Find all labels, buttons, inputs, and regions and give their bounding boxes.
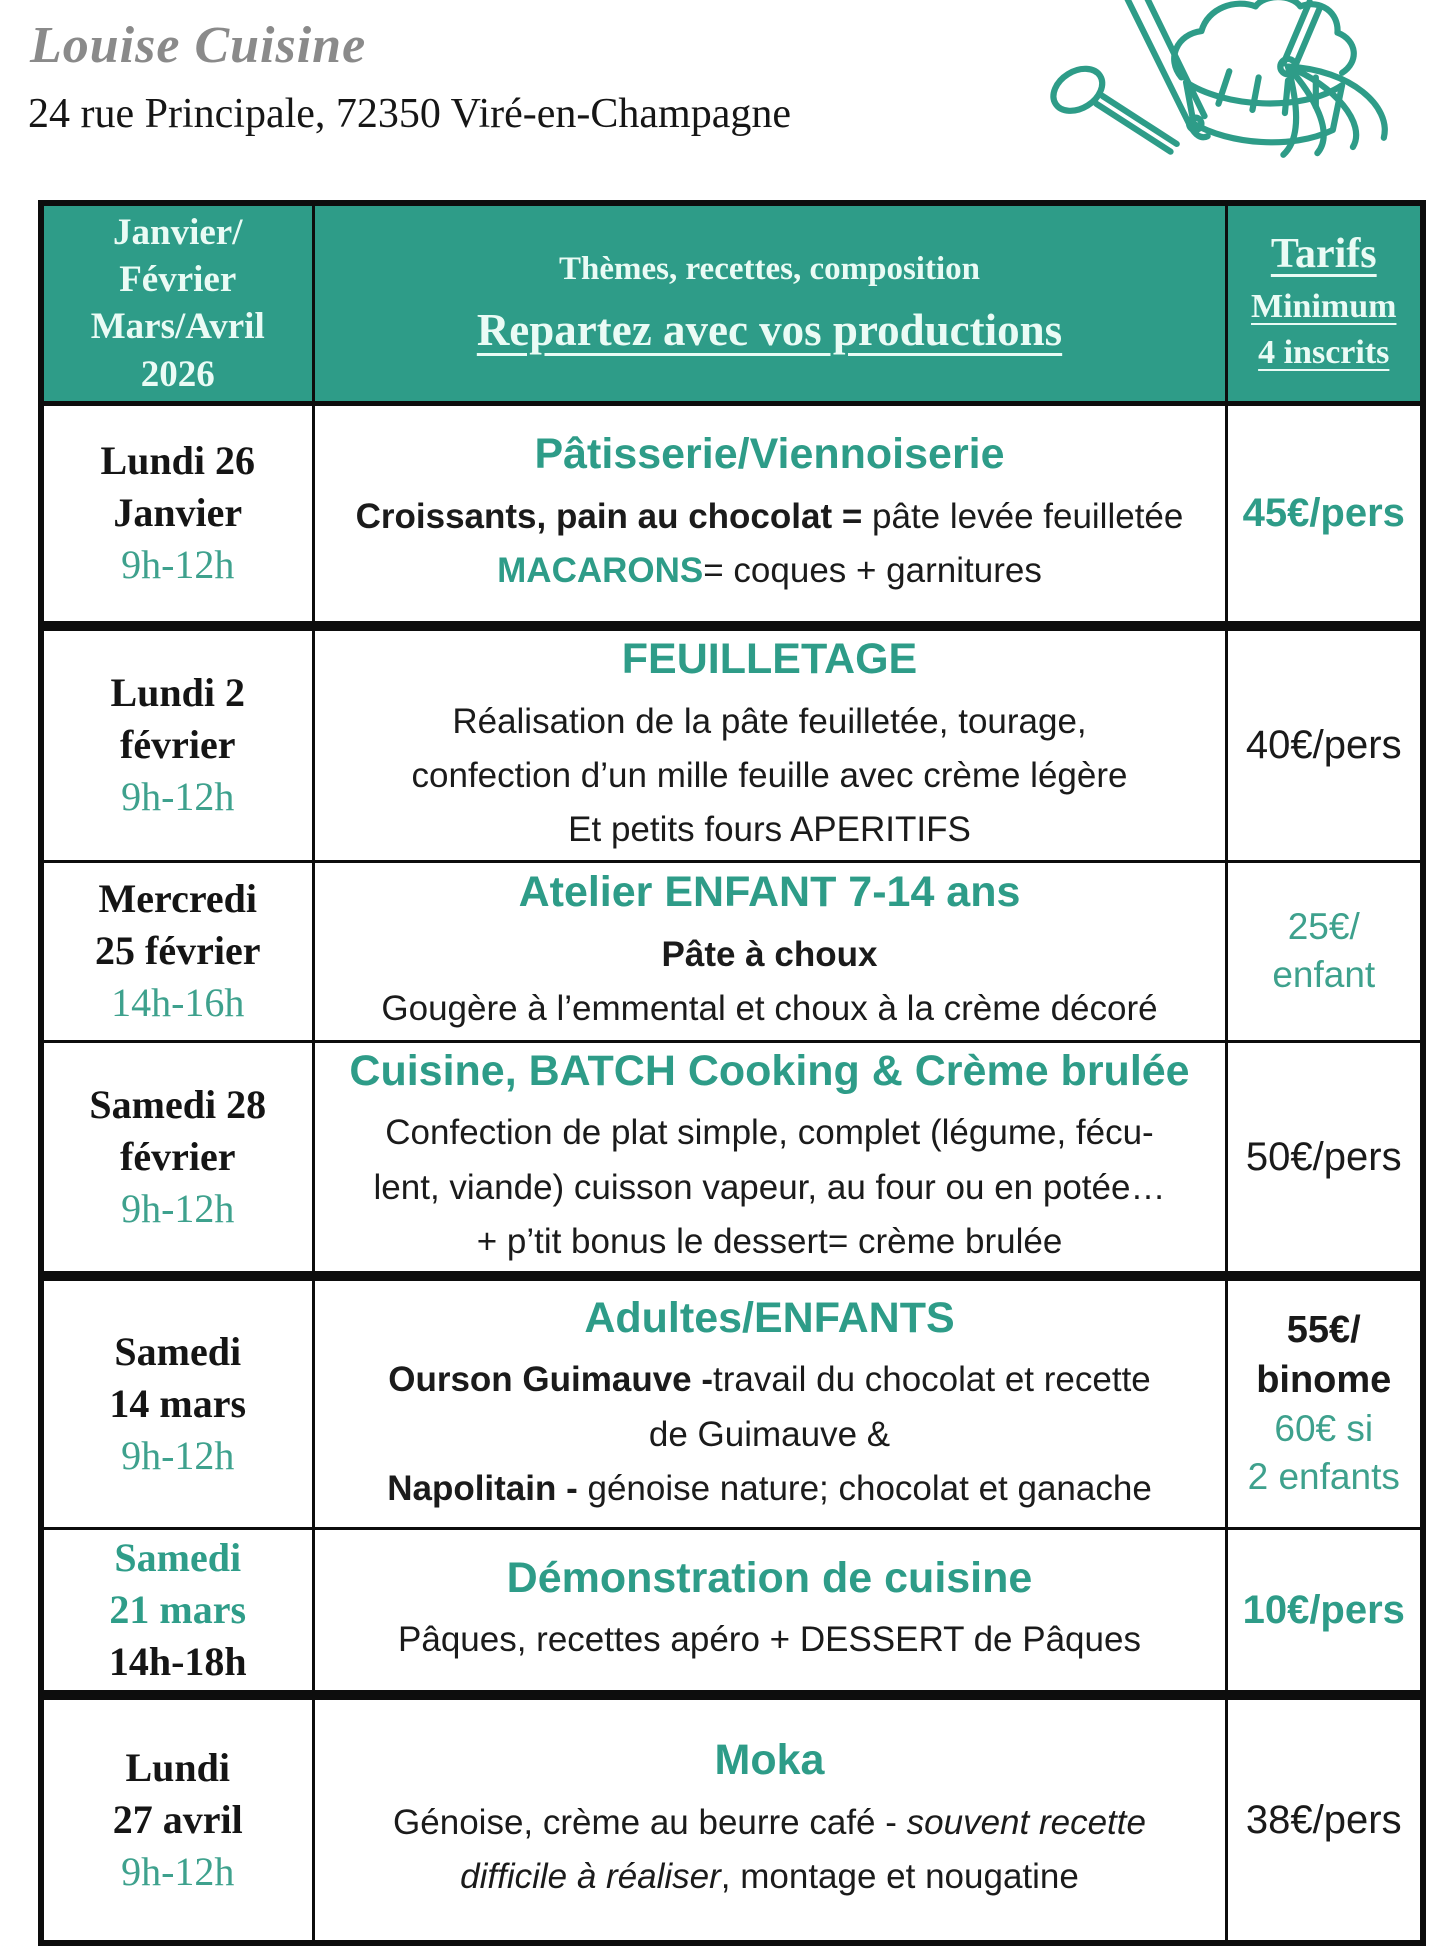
session-row — [41, 1276, 1423, 1528]
session-date: Lundi — [125, 1744, 231, 1790]
price-text: binome — [1256, 1358, 1392, 1401]
themes-header-subtitle: Thèmes, recettes, composition — [559, 250, 980, 287]
session-time: 14h-16h — [111, 980, 245, 1025]
theme-segment: Réalisation de la pâte feuilletée, tourage, — [452, 701, 1087, 741]
session-content-cell — [313, 1528, 1226, 1695]
themes-header-cell — [313, 203, 1226, 403]
theme-line — [325, 1106, 1215, 1160]
price-text: 25€/ — [1287, 905, 1360, 947]
session-row — [41, 861, 1423, 1041]
session-content-cell — [313, 403, 1226, 626]
session-price-cell — [1226, 1041, 1423, 1276]
session-date-cell — [41, 403, 313, 626]
months-line: Mars/Avril — [90, 306, 265, 348]
theme-line — [325, 982, 1215, 1036]
session-date: février — [120, 722, 236, 768]
price-text: 45€/pers — [1242, 491, 1405, 536]
session-price-cell — [1226, 1276, 1423, 1528]
theme-line — [325, 1462, 1215, 1516]
theme-line — [325, 928, 1215, 982]
theme-segment: Génoise, crème au beurre café - — [393, 1803, 907, 1843]
tarifs-header-sub: 4 inscrits — [1258, 334, 1390, 372]
theme-line — [325, 1408, 1215, 1462]
price-text: 55€/ — [1286, 1309, 1361, 1352]
session-row — [41, 626, 1423, 861]
session-date: Samedi 28 — [89, 1081, 267, 1127]
session-time: 9h-12h — [121, 542, 235, 588]
session-date: 25 février — [95, 928, 261, 973]
address-line: 24 rue Principale, 72350 Viré-en-Champagne — [28, 91, 791, 137]
months-line: 2026 — [140, 353, 215, 395]
theme-line — [325, 1850, 1215, 1904]
theme-title: FEUILLETAGE — [621, 635, 918, 683]
session-row — [41, 1041, 1423, 1276]
price-text: 50€/pers — [1245, 1134, 1402, 1179]
theme-line — [325, 490, 1215, 544]
session-date: Lundi 2 — [110, 670, 246, 716]
theme-segment: = coques + garnitures — [703, 551, 1042, 591]
session-date: 14 mars — [109, 1380, 247, 1426]
theme-segment: Croissants, pain au chocolat = — [355, 496, 873, 536]
table-header-row — [41, 203, 1423, 403]
price-text: 10€/pers — [1242, 1587, 1405, 1632]
theme-line — [325, 803, 1215, 857]
schedule-body — [41, 203, 1423, 1943]
theme-title: Atelier ENFANT 7-14 ans — [518, 867, 1021, 916]
theme-segment: confection d’un mille feuille avec crème légère — [411, 756, 1128, 795]
price-text: 2 enfants — [1247, 1456, 1400, 1498]
session-date-cell — [41, 861, 313, 1041]
session-content-cell — [313, 1041, 1226, 1276]
session-date: Samedi — [114, 1534, 242, 1580]
theme-segment: + p’tit bonus le dessert= crème brulée — [476, 1221, 1063, 1261]
session-date-cell — [41, 1276, 313, 1528]
session-date-cell — [41, 1695, 313, 1943]
price-text: 60€ si — [1274, 1408, 1374, 1450]
session-time: 9h-12h — [121, 1848, 235, 1894]
theme-title: Cuisine, BATCH Cooking & Crème brulée — [349, 1046, 1190, 1095]
session-content-cell — [313, 1695, 1226, 1943]
theme-segment: travail du chocolat et recette — [713, 1360, 1151, 1400]
theme-segment: souvent recette — [906, 1803, 1146, 1843]
months-header-cell — [41, 203, 313, 403]
session-content-cell — [313, 1276, 1226, 1528]
session-price-cell — [1226, 626, 1423, 861]
theme-line — [325, 1215, 1215, 1269]
session-row — [41, 1695, 1423, 1943]
session-content-cell — [313, 861, 1226, 1041]
session-date: février — [120, 1133, 236, 1179]
session-time: 9h-12h — [121, 1432, 235, 1478]
theme-segment: MACARONS — [497, 551, 704, 591]
session-date: 14h-18h — [108, 1638, 247, 1684]
themes-header-title: Repartez avec vos productions — [476, 304, 1063, 355]
session-date-cell — [41, 1041, 313, 1276]
session-time: 9h-12h — [121, 774, 235, 820]
theme-title: Moka — [714, 1736, 825, 1785]
theme-segment: Ourson Guimauve - — [388, 1360, 714, 1400]
theme-title: Démonstration de cuisine — [506, 1553, 1033, 1602]
session-price-cell — [1226, 1528, 1423, 1695]
tarifs-header-title: Tarifs — [1270, 231, 1377, 278]
session-date: 27 avril — [112, 1796, 243, 1842]
theme-line — [325, 695, 1215, 749]
theme-segment: Pâte à choux — [661, 934, 878, 974]
theme-segment: Confection de plat simple, complet (légume, fécu- — [385, 1113, 1154, 1153]
theme-line — [325, 1161, 1215, 1215]
session-time: 9h-12h — [121, 1185, 235, 1231]
price-text: 40€/pers — [1245, 723, 1402, 768]
price-text: 38€/pers — [1245, 1797, 1402, 1842]
session-price-cell — [1226, 1695, 1423, 1943]
session-price-cell — [1226, 861, 1423, 1041]
tarifs-header-sub: Minimum — [1251, 288, 1397, 326]
schedule-table — [38, 200, 1426, 1946]
theme-title: Adultes/ENFANTS — [584, 1293, 955, 1342]
session-date: Mercredi — [98, 876, 257, 921]
tarifs-header-cell — [1226, 203, 1423, 403]
theme-segment: , montage et nougatine — [720, 1857, 1079, 1897]
theme-segment: pâte levée feuilletée — [872, 496, 1184, 536]
theme-line — [325, 1796, 1215, 1850]
theme-segment: génoise nature; chocolat et ganache — [587, 1468, 1152, 1508]
session-date-cell — [41, 1528, 313, 1695]
theme-segment: lent, viande) cuisson vapeur, au four ou en potée… — [373, 1167, 1166, 1207]
theme-line — [325, 1613, 1215, 1667]
session-date: Lundi 26 — [100, 438, 256, 484]
theme-line — [325, 1353, 1215, 1407]
price-text: enfant — [1272, 954, 1376, 995]
theme-segment: Et petits fours APERITIFS — [568, 810, 971, 850]
session-price-cell — [1226, 403, 1423, 626]
session-date: Janvier — [113, 490, 243, 536]
theme-segment: difficile à réaliser — [460, 1857, 721, 1897]
months-line: Janvier/ — [113, 211, 243, 253]
theme-line — [325, 749, 1215, 803]
theme-segment: Gougère à l’emmental et choux à la crème décoré — [381, 988, 1158, 1028]
theme-segment: de Guimauve & — [648, 1414, 891, 1454]
brand-title: Louise Cuisine — [30, 17, 367, 74]
session-date-cell — [41, 626, 313, 861]
theme-segment: Pâques, recettes apéro + DESSERT de Pâques — [398, 1620, 1141, 1660]
theme-line — [325, 544, 1215, 598]
theme-title: Pâtisserie/Viennoiserie — [534, 430, 1005, 479]
session-date: Samedi — [114, 1328, 242, 1374]
session-date: 21 mars — [109, 1586, 247, 1632]
session-content-cell — [313, 626, 1226, 861]
session-row — [41, 403, 1423, 626]
months-line: Février — [119, 258, 237, 300]
theme-segment: Napolitain - — [387, 1468, 588, 1508]
session-row — [41, 1528, 1423, 1695]
chef-hat-spoon-whisk-logo-icon — [1030, 0, 1410, 164]
